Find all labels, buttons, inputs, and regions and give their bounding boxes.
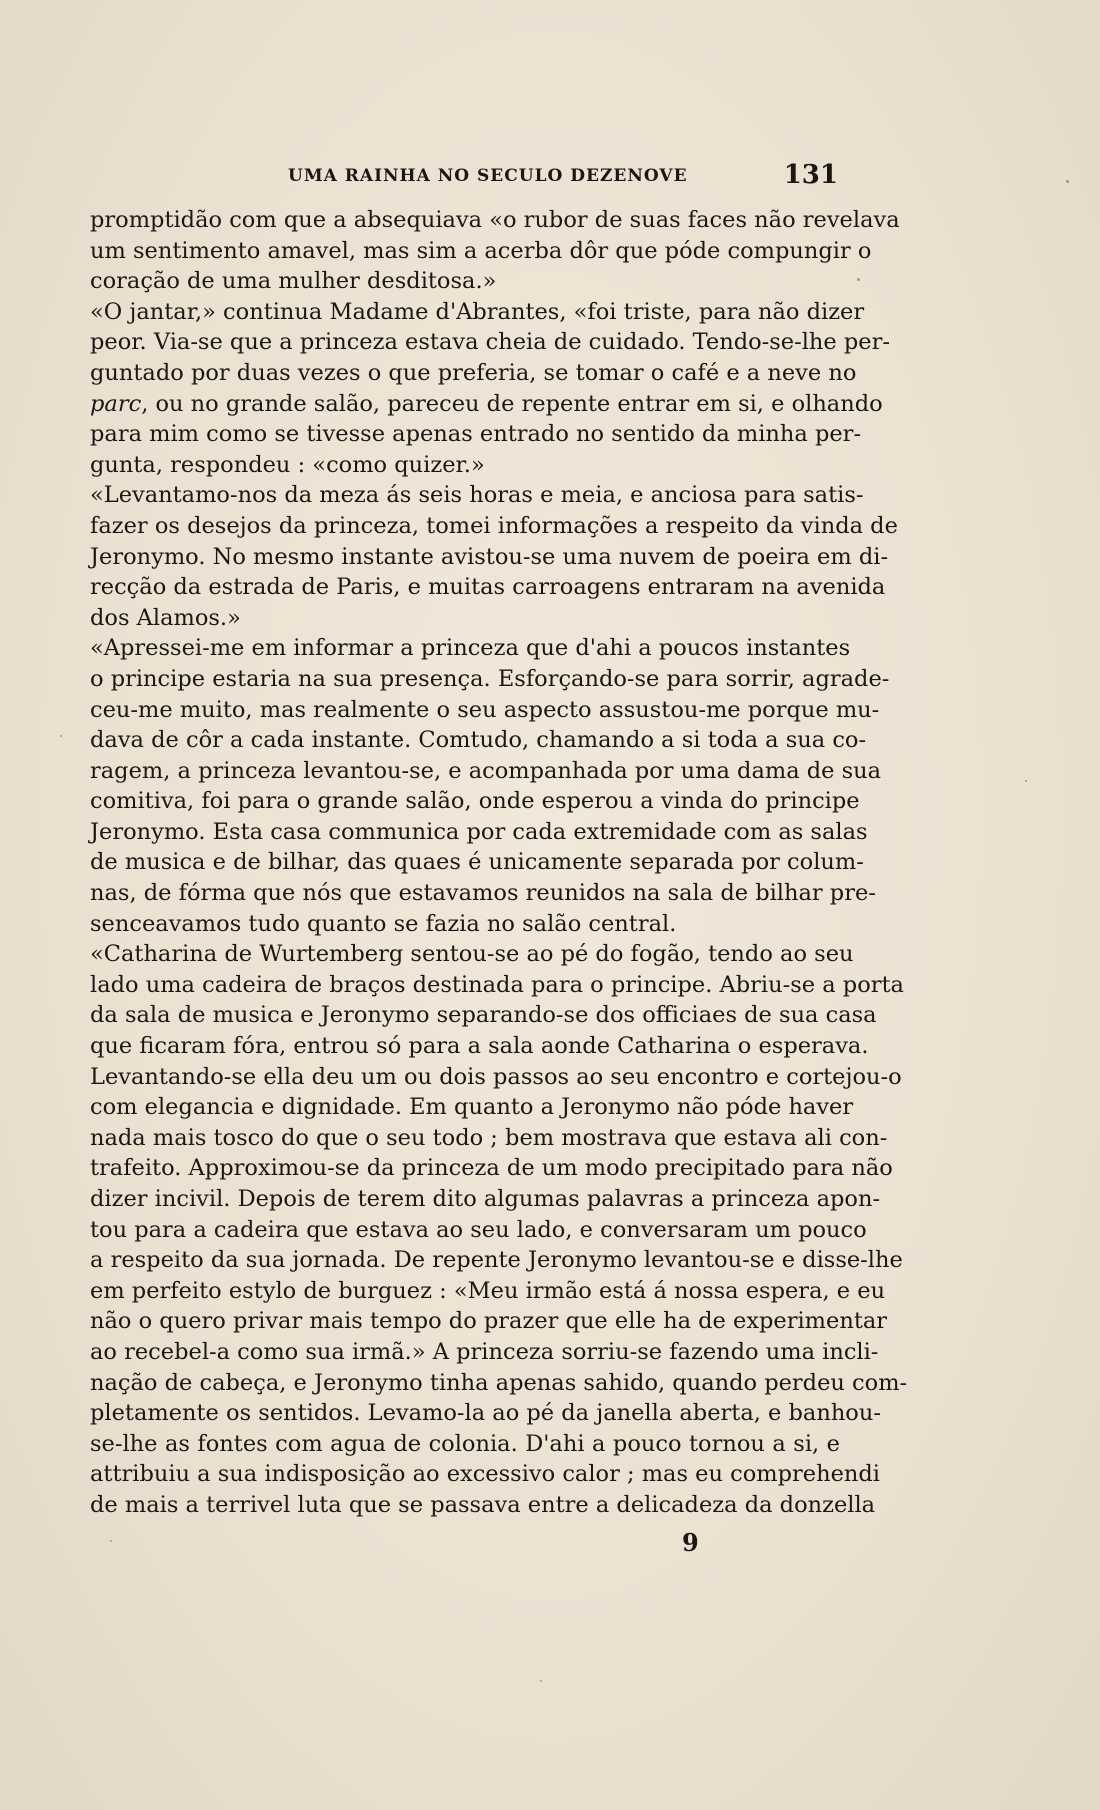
text-line: Jeronymo. Esta casa communica por cada extremidade com as salas	[90, 818, 868, 845]
paper-speck	[857, 278, 860, 281]
text-line	[90, 389, 883, 420]
text-line: de mais a terrivel luta que se passava entre a delicadeza da donzella	[90, 1491, 876, 1518]
text-line: peor. Via-se que a princeza estava cheia de cuidado. Tendo-se-lhe per-	[90, 329, 890, 356]
text-line: nas, de fórma que nós que estavamos reunidos na sala de bilhar pre-	[90, 880, 876, 907]
running-title: UMA RAINHA NO SECULO DEZENOVE	[288, 166, 688, 186]
text-line: recção da estrada de Paris, e muitas carroagens entraram na avenida	[90, 574, 886, 601]
text-line: para mim como se tivesse apenas entrado no sentido da minha per-	[90, 421, 862, 448]
text-line: não o quero privar mais tempo do prazer que elle ha de experimentar	[90, 1308, 888, 1335]
text-line: dizer incivil. Depois de terem dito algumas palavras a princeza apon-	[90, 1186, 881, 1212]
text-line: comitiva, foi para o grande salão, onde esperou a vinda do principe	[90, 788, 860, 815]
text-line: gunta, respondeu : «como quizer.»	[90, 451, 485, 478]
text-line: dava de côr a cada instante. Comtudo, chamando a si toda a sua co-	[90, 727, 867, 754]
text-line: promptidão com que a absequiava «o rubor de suas faces não revelava	[90, 207, 900, 233]
text-line: «Levantamo-nos da meza ás seis horas e meia, e anciosa para satis-	[90, 482, 864, 509]
text-line: lado uma cadeira de braços destinada para o principe. Abriu-se a porta	[90, 971, 904, 998]
text-line: dos Alamos.»	[90, 604, 241, 631]
text-line: «O jantar,» continua Madame d'Abrantes, «foi triste, para não dizer	[90, 298, 865, 325]
text-line: pletamente os sentidos. Levamo-la ao pé da janella aberta, e banhou-	[90, 1400, 881, 1427]
text-line: «Catharina de Wurtemberg sentou-se ao pé do fogão, tendo ao seu	[90, 941, 854, 968]
text-line: da sala de musica e Jeronymo separando-se dos officiaes de sua casa	[90, 1002, 877, 1029]
text-line: Levantando-se ella deu um ou dois passos ao seu encontro e cortejou-o	[90, 1063, 902, 1090]
text-line: coração de uma mulher desditosa.»	[90, 268, 497, 295]
text-line: que ficaram fóra, entrou só para a sala aonde Catharina o esperava.	[90, 1033, 869, 1060]
text-line: de musica e de bilhar, das quaes é unicamente separada por colum-	[90, 849, 864, 876]
text-line: senceavamos tudo quanto se fazia no salão central.	[90, 910, 677, 937]
text-line: attribuiu a sua indisposição ao excessivo calor ; mas eu comprehendi	[90, 1461, 880, 1488]
paper-speck	[1025, 780, 1027, 782]
text-line: nada mais tosco do que o seu todo ; bem mostrava que estava ali con-	[90, 1124, 888, 1151]
text-line: guntado por duas vezes o que preferia, se tomar o café e a neve no	[90, 359, 857, 386]
italic-word: parc	[90, 390, 142, 417]
text-line: Jeronymo. No mesmo instante avistou-se uma nuvem de poeira em di-	[90, 543, 889, 570]
text-line: em perfeito estylo de burguez : «Meu irmão está á nossa espera, e eu	[90, 1277, 886, 1304]
text-line: o principe estaria na sua presença. Esforçando-se para sorrir, agrade-	[90, 665, 890, 692]
paper-speck	[540, 1680, 542, 1682]
text-line: trafeito. Approximou-se da princeza de um modo precipitado para não	[90, 1155, 893, 1182]
text-line: com elegancia e dignidade. Em quanto a Jeronymo não póde haver	[90, 1094, 854, 1121]
text-line: «Apressei-me em informar a princeza que d'ahi a poucos instantes	[90, 635, 851, 662]
text-line: se-lhe as fontes com agua de colonia. D'ahi a pouco tornou a si, e	[90, 1430, 840, 1457]
text-line: ao recebel-a como sua irmã.» A princeza sorriu-se fazendo uma incli-	[90, 1338, 879, 1365]
paper-speck	[110, 1540, 112, 1542]
signature-mark: 9	[682, 1528, 699, 1557]
paper-speck	[60, 735, 62, 737]
text-line: tou para a cadeira que estava ao seu lado, e conversaram um pouco	[90, 1216, 867, 1243]
text-line: fazer os desejos da princeza, tomei informações a respeito da vinda de	[90, 512, 898, 539]
text-line: ragem, a princeza levantou-se, e acompanhada por uma dama de sua	[90, 757, 882, 784]
body-text	[90, 205, 908, 1521]
text-line: nação de cabeça, e Jeronymo tinha apenas sahido, quando perdeu com-	[90, 1369, 908, 1396]
text-line: a respeito da sua jornada. De repente Jeronymo levantou-se e disse-lhe	[90, 1247, 903, 1274]
text-line: ceu-me muito, mas realmente o seu aspecto assustou-me porque mu-	[90, 696, 880, 723]
page-number: 131	[783, 160, 838, 190]
text-line: um sentimento amavel, mas sim a acerba dôr que póde compungir o	[90, 237, 872, 264]
paper-speck	[1066, 180, 1069, 183]
running-head	[88, 160, 840, 190]
text-line-rest: , ou no grande salão, pareceu de repente entrar em si, e olhando	[141, 390, 883, 417]
